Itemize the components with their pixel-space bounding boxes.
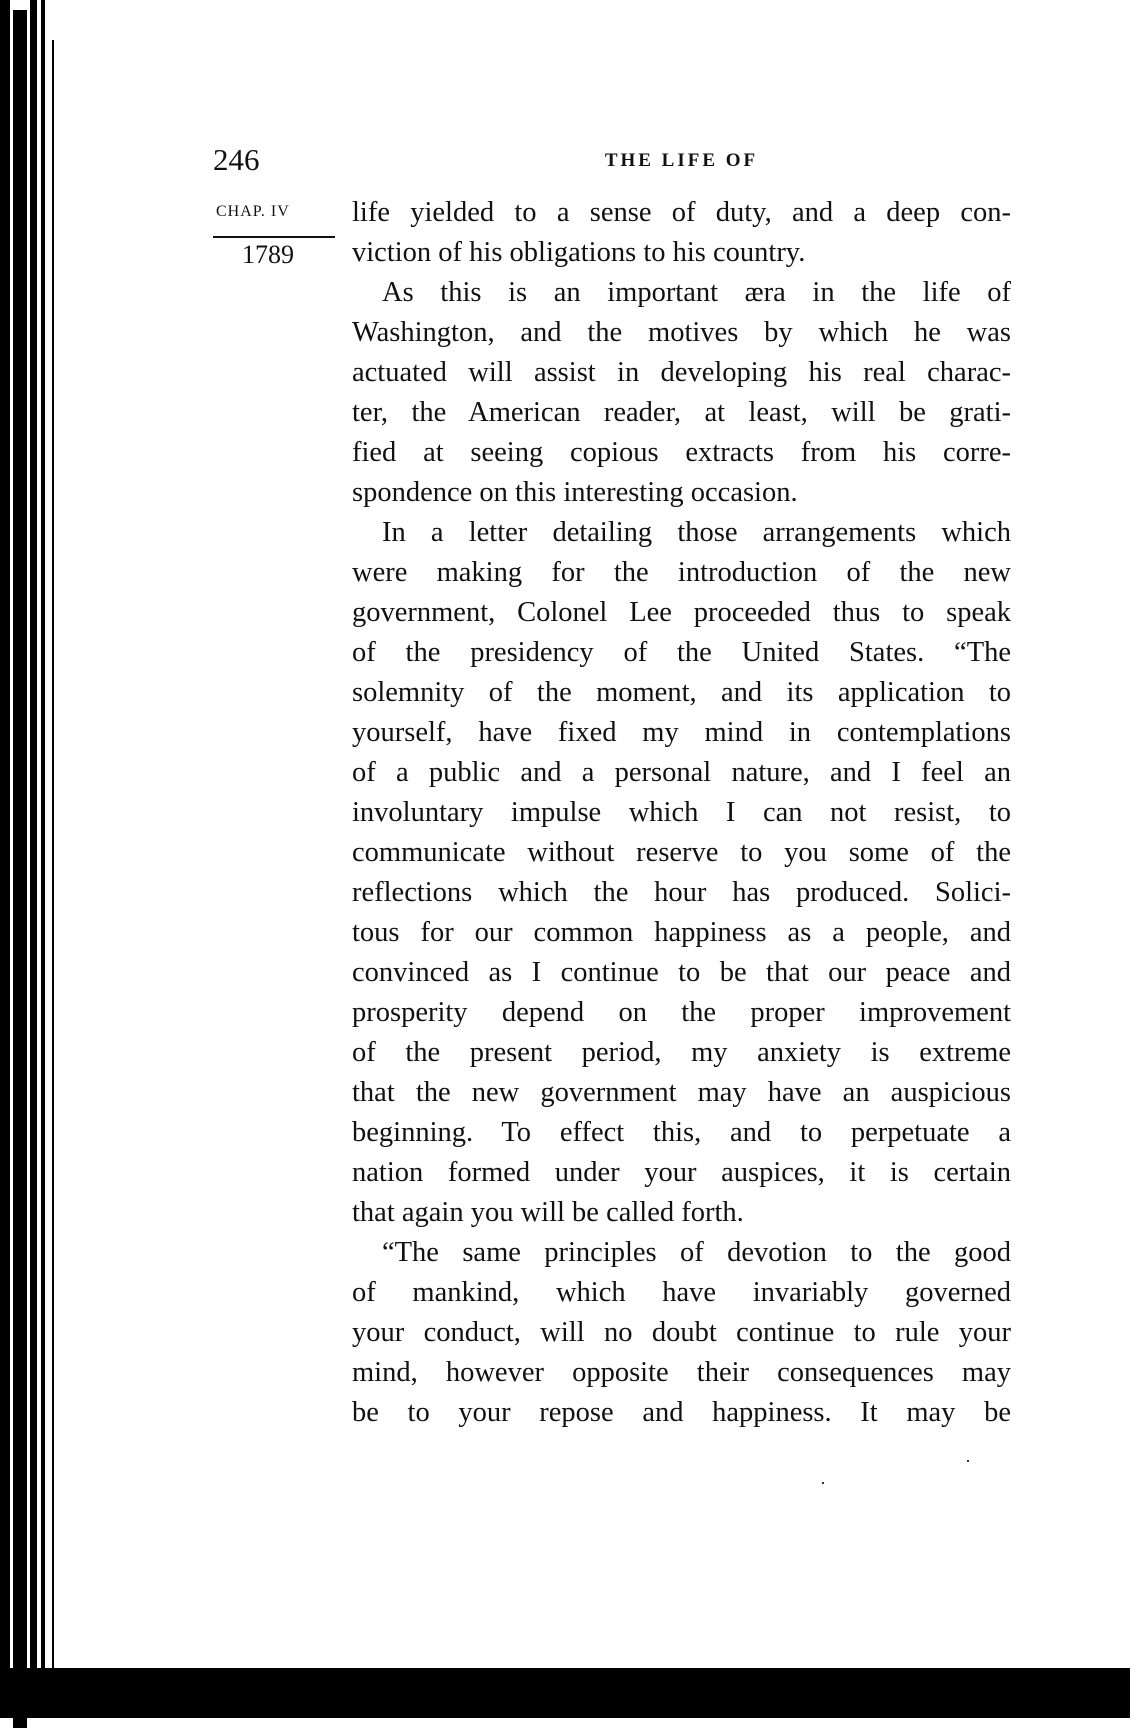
text-line: viction of his obligations to his country.	[352, 237, 806, 268]
scan-speck	[967, 1460, 969, 1462]
text-line: spondence on this interesting occasion.	[352, 477, 798, 508]
text-line: mind, however opposite their consequences may	[352, 1357, 1011, 1388]
scan-binding-edge	[0, 0, 10, 1718]
text-line: of the presidency of the United States. “The	[352, 637, 1011, 668]
text-line: that again you will be called forth.	[352, 1197, 744, 1228]
text-line: “The same principles of devotion to the good	[382, 1237, 1011, 1268]
text-line: yourself, have fixed my mind in contemplations	[352, 717, 1011, 748]
scan-speck	[822, 1482, 824, 1484]
text-line: tous for our common happiness as a people, and	[352, 917, 1011, 948]
margin-year: 1789	[242, 240, 294, 269]
text-line: be to your repose and happiness. It may be	[352, 1397, 1011, 1428]
text-line: As this is an important æra in the life of	[382, 277, 1011, 308]
text-line: In a letter detailing those arrangements which	[382, 517, 1011, 548]
text-line: of mankind, which have invariably governed	[352, 1277, 1011, 1308]
text-line: that the new government may have an auspicious	[352, 1077, 1011, 1108]
text-line: your conduct, will no doubt continue to rule your	[352, 1317, 1011, 1348]
text-line: fied at seeing copious extracts from his corre-	[352, 437, 1011, 468]
running-title: THE LIFE OF	[604, 150, 759, 171]
text-line: reflections which the hour has produced. Solici-	[352, 877, 1011, 908]
text-line: life yielded to a sense of duty, and a deep con-	[352, 197, 1011, 228]
margin-chapter: CHAP. IV	[216, 203, 290, 220]
text-line: involuntary impulse which I can not resist, to	[352, 797, 1011, 828]
scan-binding-edge	[52, 40, 54, 1718]
body-text	[352, 193, 1011, 1433]
scan-binding-edge	[41, 0, 45, 1718]
text-line: solemnity of the moment, and its application to	[352, 677, 1011, 708]
scan-binding-edge	[13, 10, 27, 1728]
scan-binding-edge	[30, 0, 37, 1718]
text-line: nation formed under your auspices, it is certain	[352, 1157, 1011, 1188]
text-line: ter, the American reader, at least, will be grati-	[352, 397, 1011, 428]
text-line: government, Colonel Lee proceeded thus to speak	[352, 597, 1011, 628]
text-line: actuated will assist in developing his real charac-	[352, 357, 1011, 388]
text-line: of the present period, my anxiety is extreme	[352, 1037, 1011, 1068]
text-line: were making for the introduction of the new	[352, 557, 1011, 588]
text-line: Washington, and the motives by which he was	[352, 317, 1011, 348]
text-line: of a public and a personal nature, and I feel an	[352, 757, 1011, 788]
text-line: communicate without reserve to you some of the	[352, 837, 1011, 868]
page-number: 246	[213, 142, 260, 177]
text-line: convinced as I continue to be that our peace and	[352, 957, 1011, 988]
scan-bottom-edge	[0, 1668, 1130, 1718]
text-line: beginning. To effect this, and to perpetuate a	[352, 1117, 1011, 1148]
margin-rule	[213, 236, 335, 238]
text-line: prosperity depend on the proper improvement	[352, 997, 1011, 1028]
